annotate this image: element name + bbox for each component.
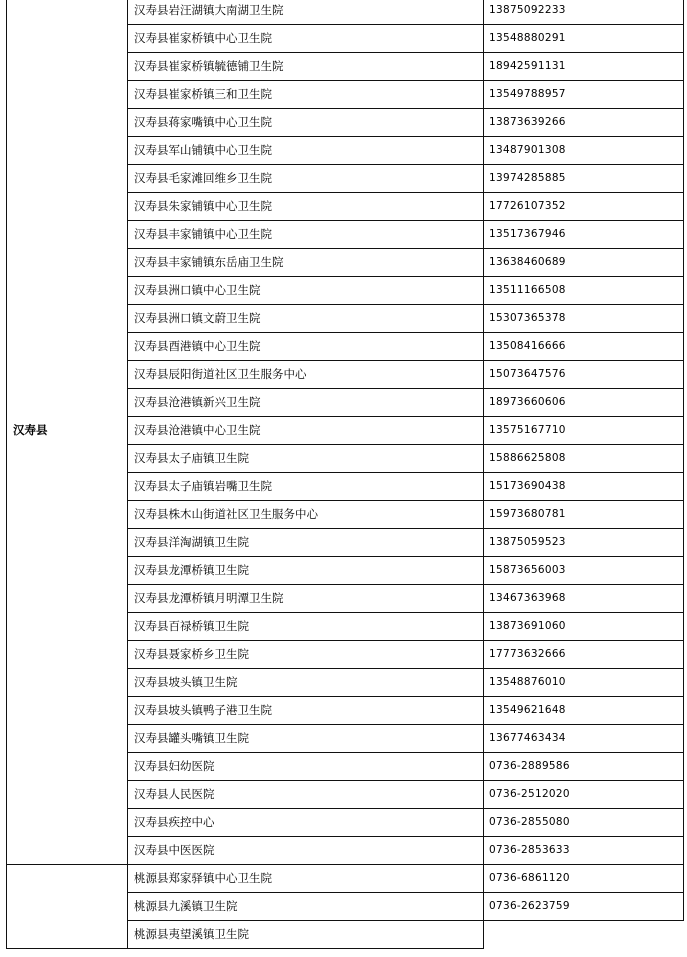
facility-name-cell: 汉寿县聂家桥乡卫生院 <box>128 641 484 669</box>
facility-name-cell: 汉寿县太子庙镇卫生院 <box>128 445 484 473</box>
facility-name-cell: 汉寿县株木山街道社区卫生服务中心 <box>128 501 484 529</box>
facility-name-cell: 汉寿县太子庙镇岩嘴卫生院 <box>128 473 484 501</box>
facility-name-cell: 桃源县夷望溪镇卫生院 <box>128 921 484 949</box>
facility-name-cell: 汉寿县洋淘湖镇卫生院 <box>128 529 484 557</box>
facility-name-cell: 汉寿县毛家滩回维乡卫生院 <box>128 165 484 193</box>
facility-name-cell: 汉寿县蒋家嘴镇中心卫生院 <box>128 109 484 137</box>
facility-name-cell: 桃源县郑家驿镇中心卫生院 <box>128 865 484 893</box>
facility-name-cell: 汉寿县妇幼医院 <box>128 753 484 781</box>
facility-name-cell: 汉寿县疾控中心 <box>128 809 484 837</box>
facility-contact-table <box>6 0 684 949</box>
phone-cell: 13549621648 <box>484 697 684 725</box>
facility-name-cell: 汉寿县岩汪湖镇大南湖卫生院 <box>128 0 484 25</box>
phone-cell: 15307365378 <box>484 305 684 333</box>
phone-cell: 15173690438 <box>484 473 684 501</box>
facility-name-cell: 汉寿县崔家桥镇中心卫生院 <box>128 25 484 53</box>
phone-cell: 13873639266 <box>484 109 684 137</box>
phone-cell: 0736-2889586 <box>484 753 684 781</box>
facility-name-cell: 汉寿县崔家桥镇毓德铺卫生院 <box>128 53 484 81</box>
table-row <box>7 865 684 893</box>
facility-name-cell: 汉寿县丰家铺镇中心卫生院 <box>128 221 484 249</box>
facility-name-cell: 汉寿县洲口镇文蔚卫生院 <box>128 305 484 333</box>
phone-cell: 13575167710 <box>484 417 684 445</box>
phone-cell: 18942591131 <box>484 53 684 81</box>
table-body <box>7 0 684 949</box>
facility-name-cell: 汉寿县崔家桥镇三和卫生院 <box>128 81 484 109</box>
phone-cell: 13517367946 <box>484 221 684 249</box>
facility-name-cell: 汉寿县罐头嘴镇卫生院 <box>128 725 484 753</box>
phone-cell: 13873691060 <box>484 613 684 641</box>
facility-name-cell: 汉寿县百禄桥镇卫生院 <box>128 613 484 641</box>
phone-cell: 18973660606 <box>484 389 684 417</box>
phone-cell: 13677463434 <box>484 725 684 753</box>
county-cell: 汉寿县 <box>7 0 128 865</box>
phone-cell: 15886625808 <box>484 445 684 473</box>
phone-cell: 15073647576 <box>484 361 684 389</box>
phone-cell: 13875059523 <box>484 529 684 557</box>
facility-name-cell: 汉寿县沧港镇新兴卫生院 <box>128 389 484 417</box>
phone-cell: 13549788957 <box>484 81 684 109</box>
facility-name-cell: 汉寿县辰阳街道社区卫生服务中心 <box>128 361 484 389</box>
facility-name-cell: 汉寿县坡头镇鸭子港卫生院 <box>128 697 484 725</box>
empty-phone-cell <box>484 921 684 949</box>
phone-cell: 0736-2623759 <box>484 893 684 921</box>
phone-cell: 13487901308 <box>484 137 684 165</box>
phone-cell: 13875092233 <box>484 0 684 25</box>
phone-cell: 0736-6861120 <box>484 865 684 893</box>
phone-cell: 13511166508 <box>484 277 684 305</box>
facility-name-cell: 汉寿县龙潭桥镇月明潭卫生院 <box>128 585 484 613</box>
phone-cell: 0736-2512020 <box>484 781 684 809</box>
phone-cell: 13467363968 <box>484 585 684 613</box>
facility-name-cell: 汉寿县坡头镇卫生院 <box>128 669 484 697</box>
phone-cell: 15873656003 <box>484 557 684 585</box>
facility-name-cell: 汉寿县洲口镇中心卫生院 <box>128 277 484 305</box>
facility-name-cell: 汉寿县中医医院 <box>128 837 484 865</box>
phone-cell: 13508416666 <box>484 333 684 361</box>
phone-cell: 0736-2853633 <box>484 837 684 865</box>
facility-name-cell: 汉寿县沧港镇中心卫生院 <box>128 417 484 445</box>
facility-name-cell: 汉寿县丰家铺镇东岳庙卫生院 <box>128 249 484 277</box>
facility-name-cell: 汉寿县龙潭桥镇卫生院 <box>128 557 484 585</box>
phone-cell: 17726107352 <box>484 193 684 221</box>
phone-cell: 0736-2855080 <box>484 809 684 837</box>
phone-cell: 15973680781 <box>484 501 684 529</box>
facility-name-cell: 汉寿县军山铺镇中心卫生院 <box>128 137 484 165</box>
facility-name-cell: 汉寿县酉港镇中心卫生院 <box>128 333 484 361</box>
phone-cell: 13974285885 <box>484 165 684 193</box>
facility-name-cell: 汉寿县朱家铺镇中心卫生院 <box>128 193 484 221</box>
phone-cell: 17773632666 <box>484 641 684 669</box>
phone-cell: 13638460689 <box>484 249 684 277</box>
phone-cell: 13548880291 <box>484 25 684 53</box>
facility-name-cell: 桃源县九溪镇卫生院 <box>128 893 484 921</box>
facility-name-cell: 汉寿县人民医院 <box>128 781 484 809</box>
phone-cell: 13548876010 <box>484 669 684 697</box>
county-cell <box>7 865 128 949</box>
table-row <box>7 0 684 25</box>
